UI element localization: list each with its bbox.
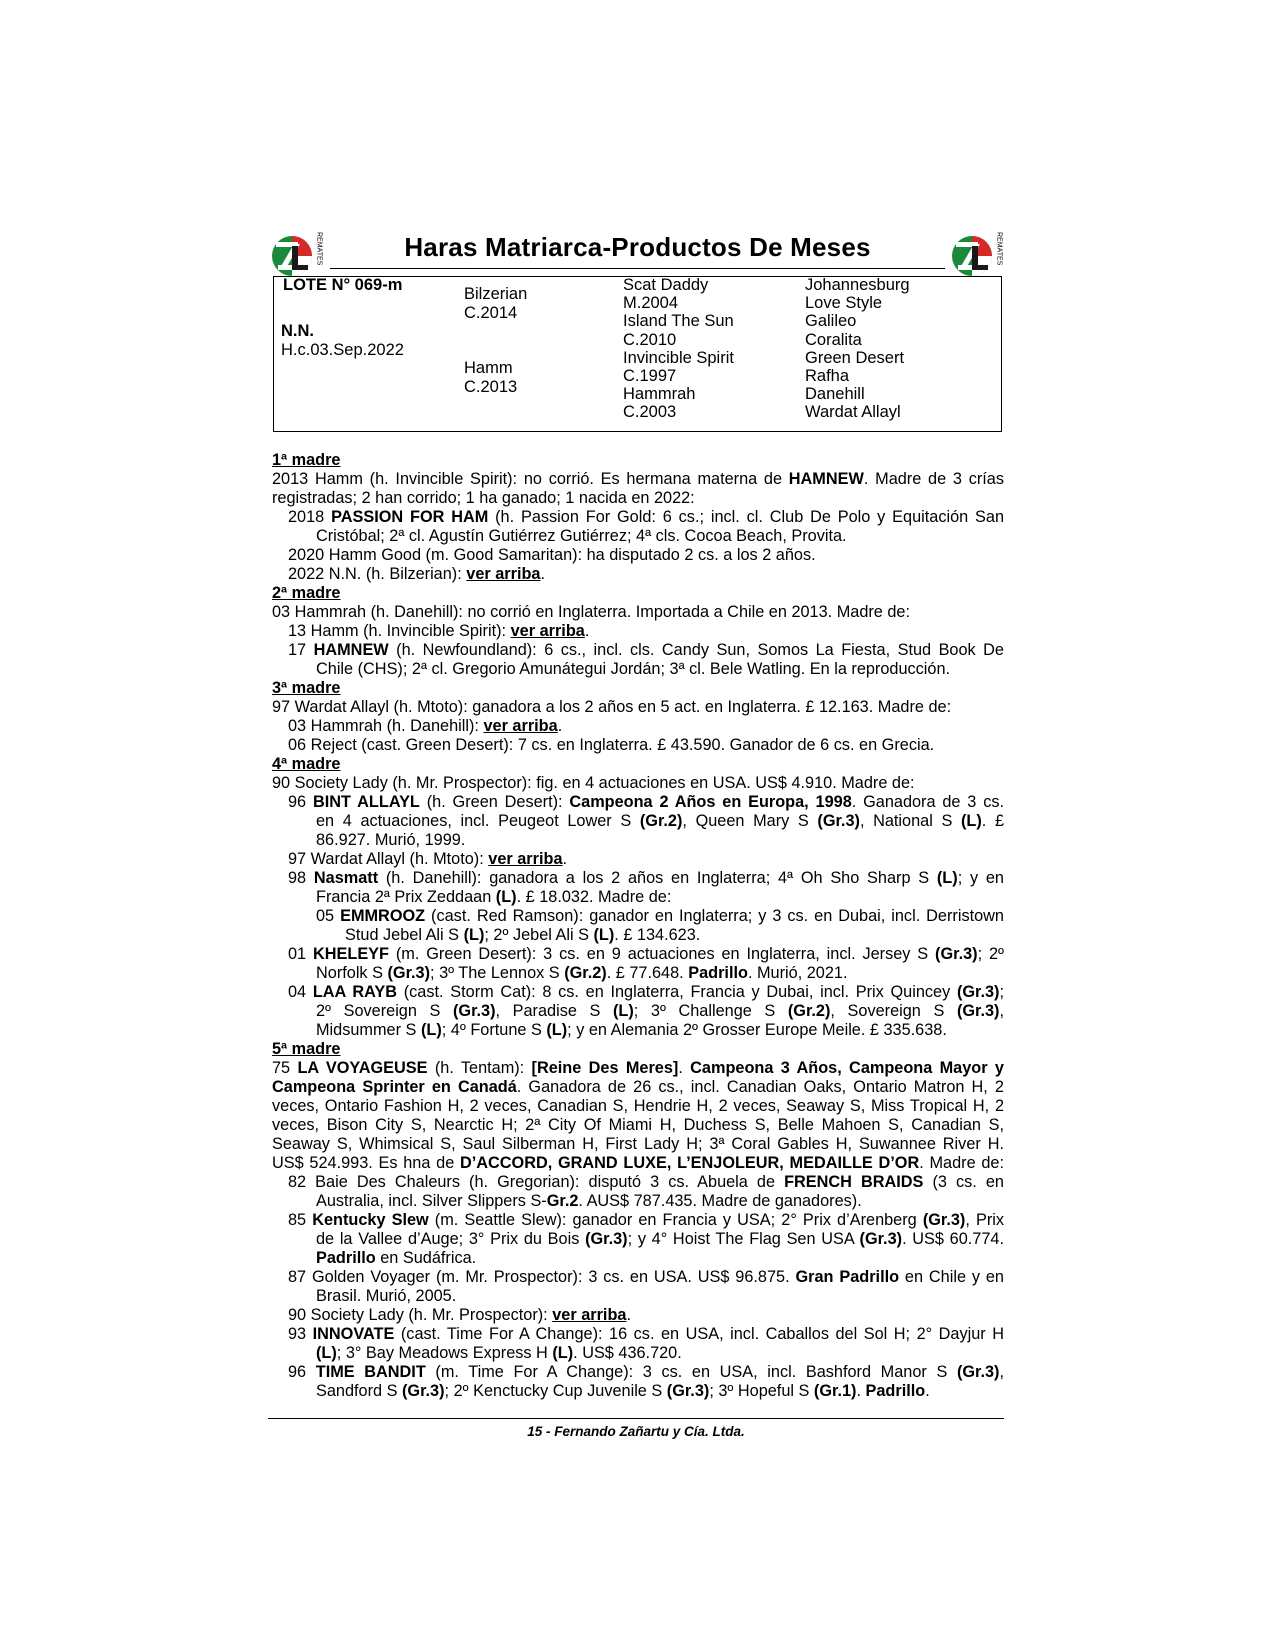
text-run: Padrillo — [316, 1249, 376, 1267]
text-run: . — [540, 565, 546, 583]
text-run: Australia, incl. Silver Slippers S- — [316, 1192, 547, 1210]
text-run: (L) — [546, 1021, 568, 1039]
cross-reference: ver arriba — [552, 1306, 627, 1324]
text-run: Padrillo — [688, 964, 748, 982]
text-run: US$ 524.993. Es hna de — [272, 1154, 460, 1172]
text-line — [272, 1382, 1004, 1401]
text-run: 1ª madre — [272, 451, 341, 469]
text-run: ; 3º Hopeful S — [709, 1382, 814, 1400]
text-run: de la Vallee d’Auge; 3° Prix du Bois — [316, 1230, 586, 1248]
text-run: D’ACCORD, GRAND LUXE, L’ENJOLEUR, MEDAILLE D’OR — [459, 1154, 920, 1172]
text-run: en 4 actuaciones, incl. Peugeot Lower S — [316, 812, 640, 830]
text-line — [272, 736, 1004, 755]
text-run: ; 3º The Lennox S — [430, 964, 565, 982]
text-run: (3 cs. en — [923, 1173, 1004, 1191]
text-run: registradas; 2 han corrido; 1 ha ganado; 1 nacida en 2022: — [272, 489, 695, 507]
text-run: 17 — [288, 641, 314, 659]
text-run: 13 Hamm (h. Invincible Spirit): — [288, 622, 511, 640]
cross-reference: ver arriba — [488, 850, 563, 868]
text-line — [272, 1097, 1004, 1116]
text-run: Brasil. Murió, 2005. — [316, 1287, 457, 1305]
text-run: 2018 — [288, 508, 332, 526]
text-run: ; y en Alemania 2º Grosser Europe Meile. £ 335.638. — [567, 1021, 947, 1039]
text-run: . — [562, 850, 568, 868]
text-run: . — [856, 1382, 866, 1400]
text-run: 96 — [288, 1363, 316, 1381]
text-run: 03 Hammrah (h. Danehill): — [288, 717, 484, 735]
text-run: (Gr.2) — [564, 964, 607, 982]
text-run: 01 — [288, 945, 313, 963]
text-run: (m. Seattle Slew): ganador en Francia y USA; 2° Prix d’Arenberg — [428, 1211, 923, 1229]
text-run: (L) — [552, 1344, 574, 1362]
text-run: (L) — [612, 1002, 634, 1020]
pedigree-g2-5: C.1997 — [623, 367, 677, 385]
section-heading — [272, 679, 1004, 698]
horse-name: N.N. — [281, 322, 314, 340]
text-run: , Queen Mary S — [682, 812, 818, 830]
text-run: 96 — [288, 793, 313, 811]
text-run: (m. Time For A Change): 3 cs. en USA, incl. Bashford Manor S — [425, 1363, 957, 1381]
text-run: BINT ALLAYL — [312, 793, 420, 811]
text-line — [272, 1287, 1004, 1306]
text-run: (h. Green Desert): — [419, 793, 570, 811]
page-footer: 15 - Fernando Zañartu y Cía. Ltda. — [527, 1424, 745, 1439]
text-run: . US$ 60.774. — [902, 1230, 1004, 1248]
text-run: veces, Ontario Fashion H, 2 veces, Canadian S, Hendrie H, 2 veces, Seaway S, Miss Tropical H, 2 — [272, 1097, 1004, 1115]
pedigree-g3-3: Coralita — [805, 330, 862, 349]
title-underline — [330, 268, 945, 269]
text-run: 75 — [272, 1059, 298, 1077]
text-run: . Madre de: — [919, 1154, 1004, 1172]
text-run: TIME BANDIT — [315, 1363, 426, 1381]
text-run: (cast. Red Ramson): ganador en Inglaterra; y 3 cs. en Dubai, incl. Derristown — [425, 907, 1004, 925]
pedigree-box — [273, 276, 1002, 432]
zl-remates-logo-left — [270, 228, 326, 280]
text-line — [272, 1211, 1004, 1230]
text-run: HAMNEW — [788, 470, 864, 488]
text-run: Campeona 2 Años en Europa, 1998 — [569, 793, 852, 811]
text-line — [272, 1154, 1004, 1173]
text-line — [272, 1230, 1004, 1249]
text-line — [272, 603, 1004, 622]
text-run: Campeona 3 Años, Campeona Mayor y — [690, 1059, 1004, 1077]
text-run: HAMNEW — [313, 641, 389, 659]
text-run: Padrillo — [865, 1382, 926, 1400]
zl-remates-logo-right — [950, 228, 1006, 280]
text-line — [272, 660, 1004, 679]
text-run: 90 Society Lady (h. Mr. Prospector): — [288, 1306, 553, 1324]
text-run: Francia 2ª Prix Zeddaan — [316, 888, 496, 906]
text-run: 85 — [288, 1211, 313, 1229]
lot-number: LOTE N° 069-m — [283, 276, 403, 294]
pedigree-g3-1: Love Style — [805, 294, 883, 313]
text-run: (m. Green Desert): 3 cs. en 9 actuaciones en Inglaterra, incl. Jersey S — [389, 945, 936, 963]
text-run: (h. Passion For Gold: 6 cs.; incl. cl. Club De Polo y Equitación San — [488, 508, 1005, 526]
text-run: , National S — [859, 812, 961, 830]
text-run: 98 — [288, 869, 314, 887]
pedigree-g2-7: C.2003 — [623, 403, 677, 422]
pedigree-g2-1: M.2004 — [623, 294, 679, 313]
text-run: (L) — [495, 888, 517, 906]
text-run: (Gr.3) — [452, 1002, 496, 1020]
text-line — [272, 926, 1004, 945]
text-run: Campeona Sprinter en Canadá — [272, 1078, 517, 1096]
female-family-text — [272, 451, 1004, 1401]
text-run: (Gr.2) — [787, 1002, 831, 1020]
text-line — [272, 1249, 1004, 1268]
text-run: ; 2º Jebel Ali S — [484, 926, 594, 944]
text-run: ; 4º Fortune S — [441, 1021, 547, 1039]
text-run: (L) — [316, 1344, 337, 1362]
text-run: (h. Newfoundland): 6 cs., incl. cls. Candy Sun, Somos La Fiesta, Stud Book De — [388, 641, 1004, 659]
text-run: . — [626, 1306, 631, 1324]
sire-name: Bilzerian — [464, 285, 528, 303]
text-run: ; 3° Bay Meadows Express H — [336, 1344, 553, 1362]
text-run: (L) — [420, 1021, 442, 1039]
page-title: Haras Matriarca-Productos De Meses — [404, 232, 871, 262]
text-run: LAA RAYB — [312, 983, 398, 1001]
section-heading — [272, 755, 1004, 774]
text-run: Sandford S — [316, 1382, 402, 1400]
pedigree-g2-6: Hammrah — [623, 385, 696, 404]
text-line — [272, 1344, 1004, 1363]
text-run: FRENCH BRAIDS — [784, 1173, 924, 1191]
text-run: 87 Golden Voyager (m. Mr. Prospector): 3 cs. en USA. US$ 96.875. — [288, 1268, 796, 1286]
text-run: 4ª madre — [272, 755, 341, 773]
text-run: (Gr.3) — [956, 1002, 1000, 1020]
text-line — [272, 793, 1004, 812]
text-run: (Gr.3) — [956, 983, 1000, 1001]
text-line — [272, 527, 1004, 546]
text-line — [272, 1116, 1004, 1135]
pedigree-g2-2: Island The Sun — [623, 312, 734, 331]
text-run: Nasmatt — [313, 869, 379, 887]
pedigree-g3-7: Wardat Allayl — [805, 403, 901, 422]
text-line — [272, 964, 1004, 983]
text-run: . — [557, 717, 563, 735]
text-run: [Reine Des Meres] — [531, 1059, 679, 1077]
text-run: veces, Bison City S, Nearctic H; 2ª City Of Miami H, Duchess S, Belle Mahoen S, Canadian S, — [272, 1116, 1004, 1134]
text-run: . — [678, 1059, 691, 1077]
dam-info: C.2013 — [464, 378, 518, 396]
text-run: EMMROOZ — [340, 907, 426, 925]
text-line — [272, 1059, 1004, 1078]
text-run: 2020 Hamm Good (m. Good Samaritan): ha disputado 2 cs. a los 2 años. — [288, 546, 816, 564]
text-run: 2º Sovereign S — [316, 1002, 453, 1020]
text-run: Gran Padrillo — [795, 1268, 900, 1286]
text-run: , Paradise S — [495, 1002, 613, 1020]
text-run: Chile (CHS); 2ª cl. Gregorio Amunátegui Jordán; 3ª cl. Bele Watling. En la reproducción. — [316, 660, 951, 678]
text-run: en Sudáfrica. — [375, 1249, 477, 1267]
text-line — [272, 1268, 1004, 1287]
text-run: ; 2º Kenctucky Cup Juvenile S — [444, 1382, 667, 1400]
text-run: (Gr.3) — [585, 1230, 628, 1248]
pedigree-g2-4: Invincible Spirit — [623, 348, 734, 367]
pedigree-g3-2: Galileo — [805, 312, 857, 331]
text-line — [272, 888, 1004, 907]
text-run: Kentucky Slew — [312, 1211, 429, 1229]
text-line — [272, 698, 1004, 717]
text-run: (h. Danehill): ganadora a los 2 años en Inglaterra; 4ª Oh Sho Sharp S — [378, 869, 937, 887]
text-line — [272, 774, 1004, 793]
text-run: ; y 4° Hoist The Flag Sen USA — [627, 1230, 860, 1248]
pedigree-g2-0: Scat Daddy — [623, 276, 709, 294]
text-run: ; 3º Challenge S — [633, 1002, 788, 1020]
cross-reference: ver arriba — [510, 622, 585, 640]
text-run: (Gr.3) — [922, 1211, 966, 1229]
sire-info: C.2014 — [464, 304, 518, 322]
text-line — [272, 717, 1004, 736]
text-run: Cristóbal; 2ª cl. Agustín Gutiérrez Gutiérrez; 4ª cls. Cocoa Beach, Provita. — [316, 527, 847, 545]
text-run: 2013 Hamm (h. Invincible Spirit): no corrió. Es hermana materna de — [272, 470, 789, 488]
text-run: 86.927. Murió, 1999. — [316, 831, 466, 849]
text-run: . £ 77.648. — [606, 964, 689, 982]
text-run: (L) — [463, 926, 485, 944]
text-line — [272, 945, 1004, 964]
text-run: PASSION FOR HAM — [331, 508, 489, 526]
text-run: (L) — [960, 812, 982, 830]
cross-reference: ver arriba — [483, 717, 558, 735]
cross-reference: ver arriba — [466, 565, 541, 583]
text-line — [272, 850, 1004, 869]
text-run: en Chile y en — [899, 1268, 1004, 1286]
text-run: (Gr.3) — [935, 945, 978, 963]
text-line — [272, 1173, 1004, 1192]
text-line — [272, 622, 1004, 641]
pedigree-g3-4: Green Desert — [805, 348, 905, 367]
text-run: 04 — [288, 983, 313, 1001]
text-run: 97 Wardat Allayl (h. Mtoto): — [288, 850, 489, 868]
text-run: LA VOYAGEUSE — [297, 1059, 428, 1077]
text-run: (Gr.2) — [639, 812, 683, 830]
text-run: 06 Reject (cast. Green Desert): 7 cs. en Inglaterra. £ 43.590. Ganador de 6 cs. en Grecia. — [288, 736, 935, 754]
text-run: . £ 18.032. Madre de: — [516, 888, 672, 906]
footer-rule — [268, 1418, 1004, 1419]
text-run: ; y en — [957, 869, 1004, 887]
text-run: (L) — [936, 869, 958, 887]
text-run: ; — [999, 983, 1004, 1001]
text-run: . US$ 436.720. — [573, 1344, 682, 1362]
text-run: (Gr.3) — [956, 1363, 1000, 1381]
section-heading — [272, 451, 1004, 470]
text-run: (Gr.3) — [666, 1382, 710, 1400]
text-run: KHELEYF — [313, 945, 389, 963]
text-run: Gr.2 — [546, 1192, 579, 1210]
text-run: 90 Society Lady (h. Mr. Prospector): fig. en 4 actuaciones en USA. US$ 4.910. Madre de: — [272, 774, 915, 792]
text-run: . AUS$ 787.435. Madre de ganadores). — [578, 1192, 862, 1210]
text-line — [272, 1306, 1004, 1325]
text-run: , Sovereign S — [830, 1002, 957, 1020]
text-line — [272, 1363, 1004, 1382]
text-line — [272, 546, 1004, 565]
text-line — [272, 565, 1004, 584]
text-line — [272, 470, 1004, 489]
text-run: INNOVATE — [312, 1325, 395, 1343]
text-run: Seaway S, Whimsical S, Saul Silberman H, First Lady H; 3ª Coral Gables H, Suwannee River H. — [272, 1135, 1004, 1153]
text-run: (cast. Time For A Change): 16 cs. en USA, incl. Caballos del Sol H; 2° Dayjur H — [394, 1325, 1005, 1343]
text-line — [272, 1325, 1004, 1344]
text-run: . Ganadora de 26 cs., incl. Canadian Oaks, Ontario Matron H, 2 — [516, 1078, 1004, 1096]
text-line — [272, 869, 1004, 888]
text-run: 03 Hammrah (h. Danehill): no corrió en Inglaterra. Importada a Chile en 2013. Madre de: — [272, 603, 911, 621]
text-run: . Madre de 3 crías — [863, 470, 1004, 488]
text-run: (Gr.3) — [859, 1230, 903, 1248]
text-line — [272, 983, 1004, 1002]
text-run: 2ª madre — [272, 584, 341, 602]
pedigree-g3-6: Danehill — [805, 385, 865, 404]
text-run: 97 Wardat Allayl (h. Mtoto): ganadora a los 2 años en 5 act. en Inglaterra. £ 12.163. Madre de: — [272, 698, 952, 716]
text-run: (Gr.3) — [387, 964, 431, 982]
section-heading — [272, 1040, 1004, 1059]
text-run: (Gr.3) — [402, 1382, 445, 1400]
text-line — [272, 641, 1004, 660]
text-line — [272, 1192, 1004, 1211]
text-run: , — [999, 1363, 1004, 1381]
text-run: 2022 N.N. (h. Bilzerian): — [288, 565, 467, 583]
text-run: . £ 134.623. — [614, 926, 701, 944]
pedigree-g2-3: C.2010 — [623, 330, 677, 349]
text-run: (L) — [593, 926, 615, 944]
text-line — [272, 1002, 1004, 1021]
text-line — [272, 831, 1004, 850]
text-run: 93 — [288, 1325, 313, 1343]
section-heading — [272, 584, 1004, 603]
horse-info: H.c.03.Sep.2022 — [281, 341, 404, 359]
text-run: 82 Baie Des Chaleurs (h. Gregorian): disputó 3 cs. Abuela de — [288, 1173, 785, 1191]
text-run: Midsummer S — [316, 1021, 421, 1039]
text-run: ; 2º — [977, 945, 1004, 963]
remates-vertical-text: REMATES — [315, 232, 323, 266]
text-run: . £ — [981, 812, 1004, 830]
dam-name: Hamm — [464, 359, 513, 377]
text-run: Norfolk S — [316, 964, 388, 982]
text-run: . Ganadora de 3 cs. — [851, 793, 1005, 811]
pedigree-g3-5: Rafha — [805, 367, 850, 385]
text-line — [272, 489, 1004, 508]
text-line — [272, 907, 1004, 926]
text-line — [272, 1021, 1004, 1040]
text-run: . Murió, 2021. — [747, 964, 848, 982]
text-run: (Gr.1) — [813, 1382, 857, 1400]
pedigree-g3-0: Johannesburg — [805, 276, 910, 294]
text-line — [272, 1078, 1004, 1097]
text-run: (Gr.3) — [817, 812, 860, 830]
remates-vertical-text: REMATES — [995, 232, 1003, 266]
text-line — [272, 508, 1004, 527]
text-run: , Prix — [965, 1211, 1004, 1229]
text-line — [272, 1135, 1004, 1154]
text-run: (h. Tentam): — [427, 1059, 532, 1077]
text-run: Stud Jebel Ali S — [345, 926, 464, 944]
text-run: . — [584, 622, 590, 640]
text-line — [272, 812, 1004, 831]
text-run: 5ª madre — [272, 1040, 341, 1058]
text-run: (cast. Storm Cat): 8 cs. en Inglaterra, Francia y Dubai, incl. Prix Quincey — [397, 983, 957, 1001]
text-run: . — [925, 1382, 930, 1400]
text-run: , — [999, 1002, 1004, 1020]
text-run: 3ª madre — [272, 679, 341, 697]
text-run: 05 — [316, 907, 341, 925]
